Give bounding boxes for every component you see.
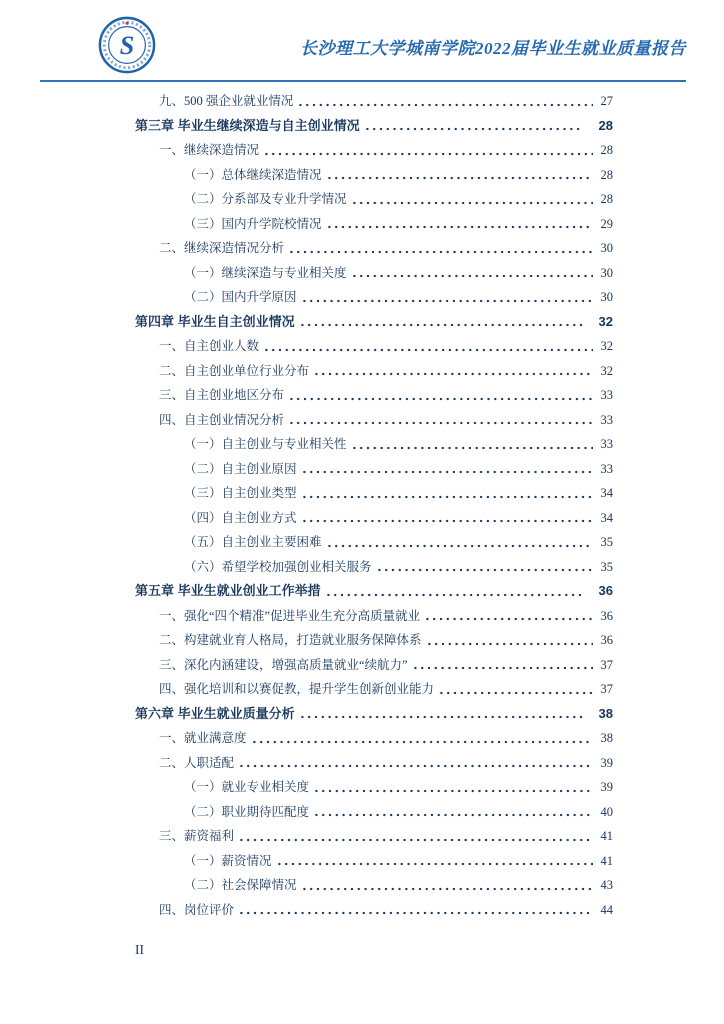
- toc-entry-label: （六）希望学校加强创业相关服务: [184, 559, 372, 574]
- toc-entry-label: （四）自主创业方式: [184, 510, 297, 525]
- toc-page-number: 34: [600, 510, 613, 525]
- toc-chapter-entry[interactable]: [135, 114, 613, 139]
- toc-entry-label: 第六章 毕业生就业质量分析: [135, 705, 295, 721]
- toc-entry[interactable]: [135, 383, 613, 408]
- svg-text:S: S: [119, 31, 135, 61]
- toc-page-number: 36: [600, 608, 613, 623]
- toc-entry[interactable]: [135, 89, 613, 114]
- toc-page-number: 39: [600, 780, 613, 794]
- toc-dot-leader: [301, 886, 593, 892]
- toc-dot-leader: [288, 249, 593, 255]
- toc-entry-label: （一）薪资情况: [184, 853, 272, 868]
- toc-page-number: 28: [600, 143, 613, 157]
- toc-dot-leader: [301, 298, 593, 304]
- toc-page-number: 39: [600, 755, 613, 770]
- toc-entry[interactable]: [135, 506, 613, 531]
- toc-entry[interactable]: [135, 285, 613, 310]
- toc-page-number: 34: [600, 486, 613, 500]
- toc-entry-label: （二）职业期待匹配度: [184, 804, 310, 819]
- toc-dot-leader: [364, 126, 583, 132]
- toc-page-number: 44: [600, 902, 613, 917]
- toc-entry-label: 第五章 毕业生就业创业工作举措: [135, 583, 321, 598]
- toc-entry[interactable]: [135, 212, 613, 237]
- toc-entry-label: 三、深化内涵建设，增强高质量就业“续航力”: [159, 657, 408, 672]
- toc-entry-label: 第三章 毕业生继续深造与自主创业情况: [135, 117, 360, 133]
- toc-dot-leader: [238, 763, 593, 769]
- toc-entry[interactable]: [135, 163, 613, 188]
- toc-dot-leader: [351, 200, 593, 206]
- toc-dot-leader: [238, 910, 593, 916]
- toc-entry[interactable]: [135, 457, 613, 482]
- toc-page-number: 43: [600, 878, 613, 892]
- university-logo-icon: [98, 16, 156, 74]
- toc-page-number: 28: [600, 192, 613, 206]
- toc-entry-label: 二、人职适配: [159, 755, 235, 770]
- toc-entry[interactable]: [135, 604, 613, 629]
- toc-dot-leader: [251, 739, 593, 745]
- toc-entry[interactable]: [135, 334, 613, 359]
- toc-entry-label: 第四章 毕业生自主创业情况: [135, 313, 295, 329]
- toc-page-number: 28: [600, 167, 613, 182]
- toc-entry[interactable]: [135, 824, 613, 849]
- toc-entry[interactable]: [135, 628, 613, 653]
- toc-entry-label: （二）国内升学原因: [184, 290, 297, 304]
- toc-dot-leader: [438, 690, 593, 696]
- toc-chapter-entry[interactable]: [135, 310, 613, 335]
- toc-dot-leader: [412, 665, 593, 671]
- toc-entry-label: （二）社会保障情况: [184, 878, 297, 892]
- toc-entry-label: 二、自主创业单位行业分布: [159, 363, 310, 378]
- toc-page-number: 32: [600, 339, 613, 353]
- toc-dot-leader: [326, 224, 593, 230]
- toc-page-number: 33: [600, 412, 613, 427]
- page-header: [40, 14, 686, 80]
- toc-page-number: 41: [600, 853, 613, 868]
- toc-dot-leader: [263, 151, 593, 157]
- toc-page-number: 37: [600, 682, 613, 696]
- toc: [135, 89, 613, 922]
- toc-dot-leader: [301, 494, 593, 500]
- toc-entry-label: 三、薪资福利: [159, 829, 235, 843]
- toc-entry-label: 二、继续深造情况分析: [159, 241, 285, 255]
- header-title: 长沙理工大学城南学院2022届毕业生就业质量报告: [300, 39, 686, 58]
- toc-entry[interactable]: [135, 677, 613, 702]
- toc-page-number: 33: [600, 461, 613, 476]
- toc-dot-leader: [325, 592, 583, 598]
- toc-entry[interactable]: [135, 261, 613, 286]
- toc-chapter-entry[interactable]: [135, 579, 613, 604]
- toc-entry[interactable]: [135, 800, 613, 825]
- toc-dot-leader: [301, 518, 593, 524]
- toc-entry[interactable]: [135, 530, 613, 555]
- toc-entry[interactable]: [135, 726, 613, 751]
- toc-dot-leader: [313, 812, 593, 818]
- toc-dot-leader: [326, 543, 593, 549]
- toc-dot-leader: [238, 837, 593, 843]
- toc-entry[interactable]: [135, 408, 613, 433]
- toc-entry[interactable]: [135, 751, 613, 776]
- toc-dot-leader: [288, 396, 593, 402]
- toc-dot-leader: [299, 322, 583, 328]
- toc-page-number: 40: [600, 804, 613, 819]
- toc-page-number: 35: [600, 559, 613, 574]
- toc-page-number: 32: [598, 313, 613, 329]
- toc-page-number: 41: [600, 829, 613, 843]
- toc-dot-leader: [313, 788, 593, 794]
- toc-entry-label: （三）国内升学院校情况: [184, 216, 322, 231]
- toc-chapter-entry[interactable]: [135, 702, 613, 727]
- toc-dot-leader: [301, 469, 593, 475]
- toc-page-number: 30: [600, 265, 613, 280]
- toc-page-number: 27: [600, 94, 613, 108]
- toc-page-number: 36: [598, 583, 613, 598]
- toc-dot-leader: [276, 861, 593, 867]
- toc-entry-label: 四、自主创业情况分析: [159, 412, 285, 427]
- footer-page-number: II: [135, 942, 144, 957]
- toc-page-number: 29: [600, 216, 613, 231]
- toc-entry[interactable]: [135, 898, 613, 923]
- toc-page-number: 35: [600, 535, 613, 549]
- toc-entry[interactable]: [135, 775, 613, 800]
- toc-dot-leader: [288, 420, 593, 426]
- toc-entry-label: 一、继续深造情况: [159, 143, 260, 157]
- toc-entry-label: （一）自主创业与专业相关性: [184, 437, 347, 451]
- toc-entry-label: 三、自主创业地区分布: [159, 388, 285, 402]
- toc-page-number: 30: [600, 241, 613, 255]
- toc-dot-leader: [376, 567, 593, 573]
- toc-dot-leader: [297, 102, 593, 108]
- toc-entry[interactable]: [135, 236, 613, 261]
- toc-entry[interactable]: [135, 555, 613, 580]
- toc-dot-leader: [313, 371, 593, 377]
- toc-entry-label: 一、自主创业人数: [159, 339, 260, 353]
- toc-dot-leader: [326, 175, 593, 181]
- toc-entry-label: 二、构建就业育人格局，打造就业服务保障体系: [159, 633, 422, 647]
- toc-entry-label: 一、就业满意度: [159, 731, 247, 745]
- toc-page-number: 38: [598, 705, 613, 721]
- toc-dot-leader: [351, 445, 593, 451]
- toc-entry[interactable]: [135, 873, 613, 898]
- toc-entry[interactable]: [135, 432, 613, 457]
- toc-entry[interactable]: [135, 481, 613, 506]
- toc-entry-label: （三）自主创业类型: [184, 486, 297, 500]
- toc-entry-label: 九、500 强企业就业情况: [159, 94, 294, 108]
- toc-entry[interactable]: [135, 653, 613, 678]
- toc-page-number: 37: [600, 657, 613, 672]
- toc-dot-leader: [263, 347, 593, 353]
- toc-page-number: 28: [598, 117, 613, 133]
- toc-entry-label: （一）继续深造与专业相关度: [184, 265, 347, 280]
- toc-entry-label: （一）总体继续深造情况: [184, 167, 322, 182]
- toc-dot-leader: [299, 714, 583, 720]
- toc-entry-label: 一、强化“四个精准”促进毕业生充分高质量就业: [159, 608, 421, 623]
- toc-dot-leader: [351, 273, 593, 279]
- toc-entry-label: （二）分系部及专业升学情况: [184, 192, 347, 206]
- toc-page-number: 30: [600, 290, 613, 304]
- toc-entry-label: （一）就业专业相关度: [184, 780, 310, 794]
- toc-dot-leader: [424, 616, 593, 622]
- toc-entry-label: 四、强化培训和以赛促教，提升学生创新创业能力: [159, 682, 435, 696]
- toc-dot-leader: [426, 641, 593, 647]
- toc-page-number: 32: [600, 363, 613, 378]
- toc-page-number: 36: [600, 633, 613, 647]
- toc-entry[interactable]: [135, 359, 613, 384]
- toc-entry-label: 四、岗位评价: [159, 902, 235, 917]
- toc-entry[interactable]: [135, 187, 613, 212]
- toc-entry-label: （二）自主创业原因: [184, 461, 297, 476]
- header-rule: [40, 80, 686, 82]
- toc-entry[interactable]: [135, 849, 613, 874]
- toc-entry[interactable]: [135, 138, 613, 163]
- toc-entry-label: （五）自主创业主要困难: [184, 535, 322, 549]
- toc-page-number: 38: [600, 731, 613, 745]
- toc-page-number: 33: [600, 388, 613, 402]
- toc-page-number: 33: [600, 437, 613, 451]
